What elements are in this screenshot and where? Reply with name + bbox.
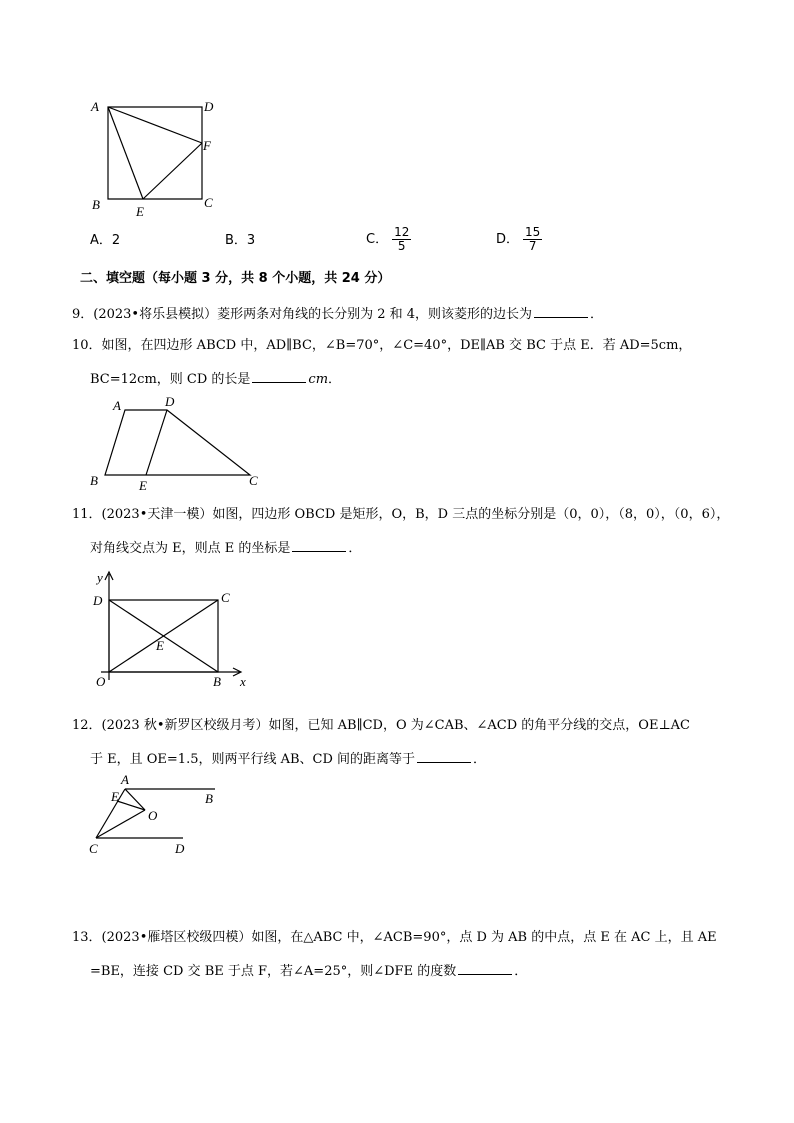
label-e: E bbox=[139, 478, 147, 493]
fraction bbox=[523, 226, 542, 253]
question-11-line2 bbox=[90, 538, 361, 558]
option-letter: B． bbox=[225, 233, 247, 248]
q10-figure-trapezoid bbox=[85, 395, 275, 495]
numerator: 12 bbox=[394, 225, 410, 239]
label-d: D bbox=[93, 593, 103, 608]
q8-option-c[interactable] bbox=[366, 226, 411, 253]
q8-option-b[interactable] bbox=[225, 232, 255, 250]
question-12-line1: 12．(2023 秋•新罗区校级月考）如图，已知 AB∥CD，O 为∠CAB、∠ACD 的角平分线的交点，OE⊥AC bbox=[72, 718, 691, 733]
segment-ef bbox=[143, 143, 202, 199]
q10-answer-blank[interactable] bbox=[252, 369, 306, 383]
q11-text: 对角线交点为 E，则点 E 的坐标是 bbox=[90, 541, 291, 556]
q13-period: ． bbox=[514, 964, 528, 979]
label-b: B bbox=[213, 674, 221, 689]
segment-de bbox=[146, 410, 167, 475]
q10-period: ． bbox=[328, 372, 342, 387]
label-a: A bbox=[91, 99, 99, 114]
label-b: B bbox=[90, 473, 98, 488]
q11-figure-rectangle bbox=[85, 568, 265, 698]
label-b: B bbox=[92, 197, 100, 212]
q9-answer-blank[interactable] bbox=[534, 304, 588, 318]
label-o: O bbox=[96, 674, 106, 689]
label-d: D bbox=[165, 394, 175, 409]
q9-text: 9．(2023•将乐县模拟）菱形两条对角线的长分别为 2 和 4，则该菱形的边长为 bbox=[72, 307, 533, 322]
label-d: D bbox=[175, 841, 185, 856]
question-10-line2 bbox=[90, 369, 341, 389]
option-letter: C． bbox=[366, 232, 389, 247]
label-a: A bbox=[121, 772, 129, 787]
option-letter: D． bbox=[496, 232, 520, 247]
q13-text: =BE，连接 CD 交 BE 于点 F，若∠A=25°，则∠DFE 的度数 bbox=[90, 964, 457, 979]
question-11-line1: 11．(2023•天津一模）如图，四边形 OBCD 是矩形，O，B，D 三点的坐标分别是（0，0），（8，0），（0，6）， bbox=[72, 507, 730, 522]
segment-ae bbox=[108, 107, 143, 199]
label-c: C bbox=[204, 195, 213, 210]
question-13-line2 bbox=[90, 961, 527, 981]
trapezoid-abcd bbox=[105, 410, 250, 475]
label-e: E bbox=[136, 204, 144, 219]
q8-option-d[interactable] bbox=[496, 226, 542, 253]
label-o: O bbox=[148, 808, 158, 823]
label-c: C bbox=[249, 473, 258, 488]
numerator: 15 bbox=[525, 225, 541, 239]
q11-period: ． bbox=[348, 541, 362, 556]
q9-period: ． bbox=[590, 307, 604, 322]
label-y: y bbox=[97, 570, 103, 585]
section-heading: 二、填空题（每小题 3 分，共 8 个小题，共 24 分） bbox=[80, 271, 391, 286]
q12-figure-parallel-lines bbox=[85, 772, 225, 862]
option-value: 3 bbox=[246, 233, 256, 248]
q13-answer-blank[interactable] bbox=[458, 961, 512, 975]
q10-unit: cm bbox=[308, 372, 329, 387]
q8-figure-square bbox=[85, 95, 225, 225]
label-e: E bbox=[111, 789, 119, 804]
label-d: D bbox=[204, 99, 214, 114]
option-letter: A． bbox=[90, 233, 112, 248]
label-c: C bbox=[221, 590, 230, 605]
question-12-line2 bbox=[90, 749, 486, 769]
q10-text: BC=12cm，则 CD 的长是 bbox=[90, 372, 251, 387]
q12-period: ． bbox=[473, 752, 487, 767]
square-abcd bbox=[108, 107, 202, 199]
fraction bbox=[392, 226, 411, 253]
label-e: E bbox=[156, 638, 164, 653]
label-c: C bbox=[89, 841, 98, 856]
question-9 bbox=[72, 304, 603, 324]
denominator: 5 bbox=[397, 239, 406, 253]
q8-option-a[interactable] bbox=[90, 232, 120, 250]
denominator: 7 bbox=[528, 239, 537, 253]
segment-co bbox=[96, 810, 145, 838]
label-f: F bbox=[203, 138, 211, 153]
label-b: B bbox=[205, 791, 213, 806]
segment-af bbox=[108, 107, 202, 143]
label-a: A bbox=[113, 398, 121, 413]
q11-answer-blank[interactable] bbox=[292, 538, 346, 552]
question-10-line1: 10．如图，在四边形 ABCD 中，AD∥BC，∠B=70°，∠C=40°，DE∥AB 交 BC 于点 E．若 AD=5cm， bbox=[72, 338, 692, 353]
q12-text: 于 E，且 OE=1.5，则两平行线 AB、CD 间的距离等于 bbox=[90, 752, 416, 767]
option-value: 2 bbox=[111, 233, 121, 248]
q12-answer-blank[interactable] bbox=[417, 749, 471, 763]
label-x: x bbox=[240, 674, 246, 689]
question-13-line1: 13．(2023•雁塔区校级四模）如图，在△ABC 中，∠ACB=90°，点 D 为 AB 的中点，点 E 在 AC 上，且 AE bbox=[72, 930, 717, 945]
